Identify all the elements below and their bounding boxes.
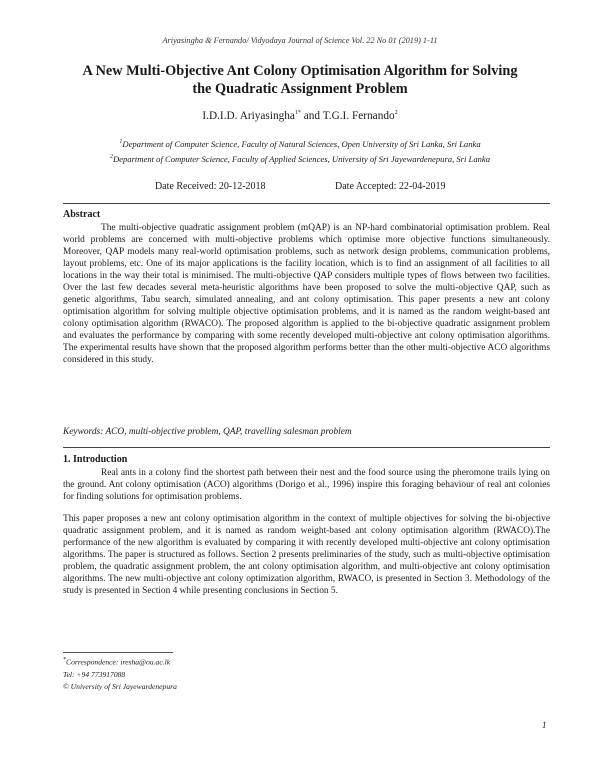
title-line-1: A New Multi-Objective Ant Colony Optimisation Algorithm for Solving <box>82 63 518 79</box>
footnote-rule <box>63 652 173 653</box>
title-line-2: the Quadratic Assignment Problem <box>192 81 408 97</box>
divider-top <box>63 203 550 204</box>
paper-title <box>40 62 560 98</box>
running-head: Ariyasingha & Fernando/ Vidyodaya Journal of Science Vol. 22 No 01 (2019) 1-11 <box>162 36 438 45</box>
footnote-sup: * <box>63 657 66 663</box>
author-connector: and <box>300 110 323 122</box>
abstract-heading: Abstract <box>63 209 101 220</box>
footnote-correspondence <box>63 657 170 667</box>
page-number: 1 <box>542 720 547 730</box>
affiliation-1-sup: 1 <box>119 139 123 146</box>
introduction-para-2: This paper proposes a new ant colony optimisation algorithm in the context of multiple objectives for solving the bi-objective quadratic assignment problem, and it is named as random weight-based ant colony optimisation algorithm (RWACO).The performance of the new algorithm is evaluated by comparing it with recently developed multi-objective ant colony optimisation algorithms. The paper is structured as follows. Section 2 presents preliminaries of the study, such as multi-objective optimisation problem, the quadratic assignment problem, the ant colony optimisation algorithm, and multi-objective ant colony optimisation algorithms. The new multi-objective ant colony optimization algorithm, RWACO, is presented in Section 3. Methodology of the study is presented in Section 4 while presenting conclusions in Section 5. <box>63 514 550 596</box>
footnote-tel: Tel: +94 773917088 <box>63 670 126 679</box>
introduction-para-1: Real ants in a colony find the shortest path between their nest and the food source using the pheromone trails lying on the ground. Ant colony optimisation (ACO) algorithms (Dorigo et al., 1996) inspire this foraging behaviour of real ant colonies for finding solutions for optimisation problems. <box>63 468 550 502</box>
authors <box>0 110 600 122</box>
affiliation-1 <box>0 139 600 149</box>
author-2-sup: 2 <box>394 110 398 117</box>
abstract-text: The multi-objective quadratic assignment problem (mQAP) is an NP-hard combinatorial optimisation problem. Real world problems are concerned with multi-objective problems which optimise more objective functions simultaneously. Moreover, QAP models many real-world optimisation problems, such as network design problems, communication problems, layout problems, etc. One of its major applications is the facility location, which is to find an assignment of all facilities to all locations in the way their total is minimised. The multi-objective QAP considers multiple types of flows between two facilities. Over the last few decades several meta-heuristic algorithms have been proposed to solve the multi-objective QAP, such as genetic algorithms, Tabu search, simulated annealing, and ant colony optimisation. This paper presents a new ant colony optimisation algorithm for solving multiple objective optimisation problems, and it is named as the random weight-based ant colony optimisation algorithm (RWACO). The proposed algorithm is applied to the bi-objective quadratic assignment problem and evaluates the performance by comparing with some recently developed multi-objective ant colony optimisation algorithms. The experimental results have shown that the proposed algorithm performs better than the other multi-objective ACO algorithms considered in this study. <box>63 223 550 365</box>
footnote-correspondence-text: Correspondence: iresha@ou.ac.lk <box>66 657 171 667</box>
keywords: Keywords: ACO, multi-objective problem, QAP, travelling salesman problem <box>63 427 352 437</box>
footnote-copyright: © University of Sri Jayewardenepura <box>63 682 177 691</box>
divider-bottom <box>63 447 550 448</box>
author-2: T.G.I. Fernando <box>322 110 395 122</box>
affiliation-2-text: Department of Computer Science, Faculty of Applied Sciences, University of Sri Jayewardenepura, Sri Lanka <box>112 154 491 164</box>
date-accepted: Date Accepted: 22-04-2019 <box>335 181 446 192</box>
introduction-heading: 1. Introduction <box>63 454 128 465</box>
affiliation-1-text: Department of Computer Science, Faculty of Natural Sciences, Open University of Sri Lanka, Sri Lanka <box>122 139 481 149</box>
affiliation-2 <box>0 154 600 164</box>
author-1: I.D.I.D. Ariyasingha <box>202 110 295 122</box>
date-received: Date Received: 20-12-2018 <box>155 181 266 192</box>
affiliation-2-sup: 2 <box>109 154 113 161</box>
author-1-sup: 1* <box>294 110 301 117</box>
